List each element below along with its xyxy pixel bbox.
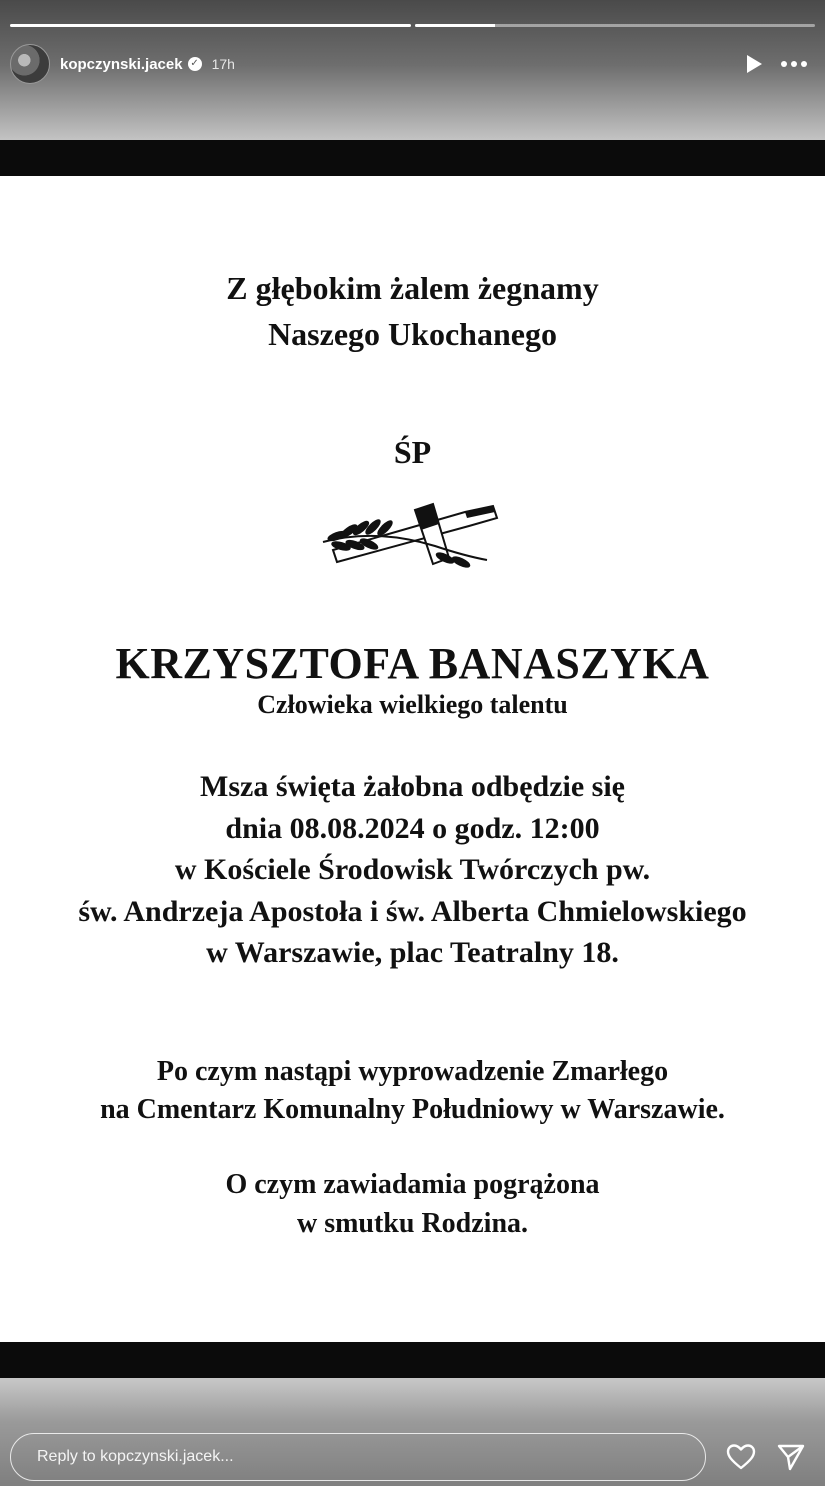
deceased-name: KRZYSZTOFA BANASZYKA (115, 639, 710, 688)
cross-with-palm-icon (315, 498, 505, 578)
obituary-notice (0, 176, 825, 1342)
username[interactable]: kopczynski.jacek (60, 55, 183, 73)
reply-input[interactable] (35, 1447, 705, 1467)
story-progress (10, 24, 815, 27)
mass-info-line: w Warszawie, plac Teatralny 18. (206, 936, 619, 969)
procession-line: Po czym nastąpi wyprowadzenie Zmarłego (156, 1056, 669, 1087)
mass-info-line: św. Andrzeja Apostoła i św. Alberta Chmielowskiego (78, 895, 747, 928)
mass-info-line: w Kościele Środowisk Twórczych pw. (174, 853, 651, 886)
send-icon[interactable] (776, 1442, 806, 1472)
family-line: w smutku Rodzina. (296, 1208, 529, 1239)
mass-info-line: Msza święta żałobna odbędzie się (200, 770, 625, 803)
more-options-icon[interactable] (777, 49, 811, 79)
deceased-subtitle: Człowieka wielkiego talentu (257, 690, 568, 719)
story-footer (0, 1378, 825, 1486)
reply-field[interactable] (10, 1433, 706, 1481)
verified-badge-icon: ✓ (188, 57, 202, 71)
avatar[interactable] (10, 44, 50, 84)
mass-info-line: dnia 08.08.2024 o godz. 12:00 (225, 812, 600, 845)
heart-icon[interactable] (726, 1443, 756, 1471)
story-header (10, 44, 811, 84)
timestamp: 17h (211, 56, 235, 72)
progress-segment (415, 24, 816, 27)
story-header-area (0, 0, 825, 145)
family-line: O czym zawiadamia pogrążona (225, 1169, 600, 1200)
sp-label: ŚP (393, 434, 432, 470)
greeting-line: Naszego Ukochanego (268, 316, 557, 352)
obituary-top-border (0, 140, 825, 176)
play-icon[interactable] (739, 49, 769, 79)
progress-segment (10, 24, 411, 27)
greeting-line: Z głębokim żalem żegnamy (226, 270, 599, 306)
obituary-bottom-border (0, 1342, 825, 1378)
procession-line: na Cmentarz Komunalny Południowy w Warszawie. (100, 1094, 725, 1125)
